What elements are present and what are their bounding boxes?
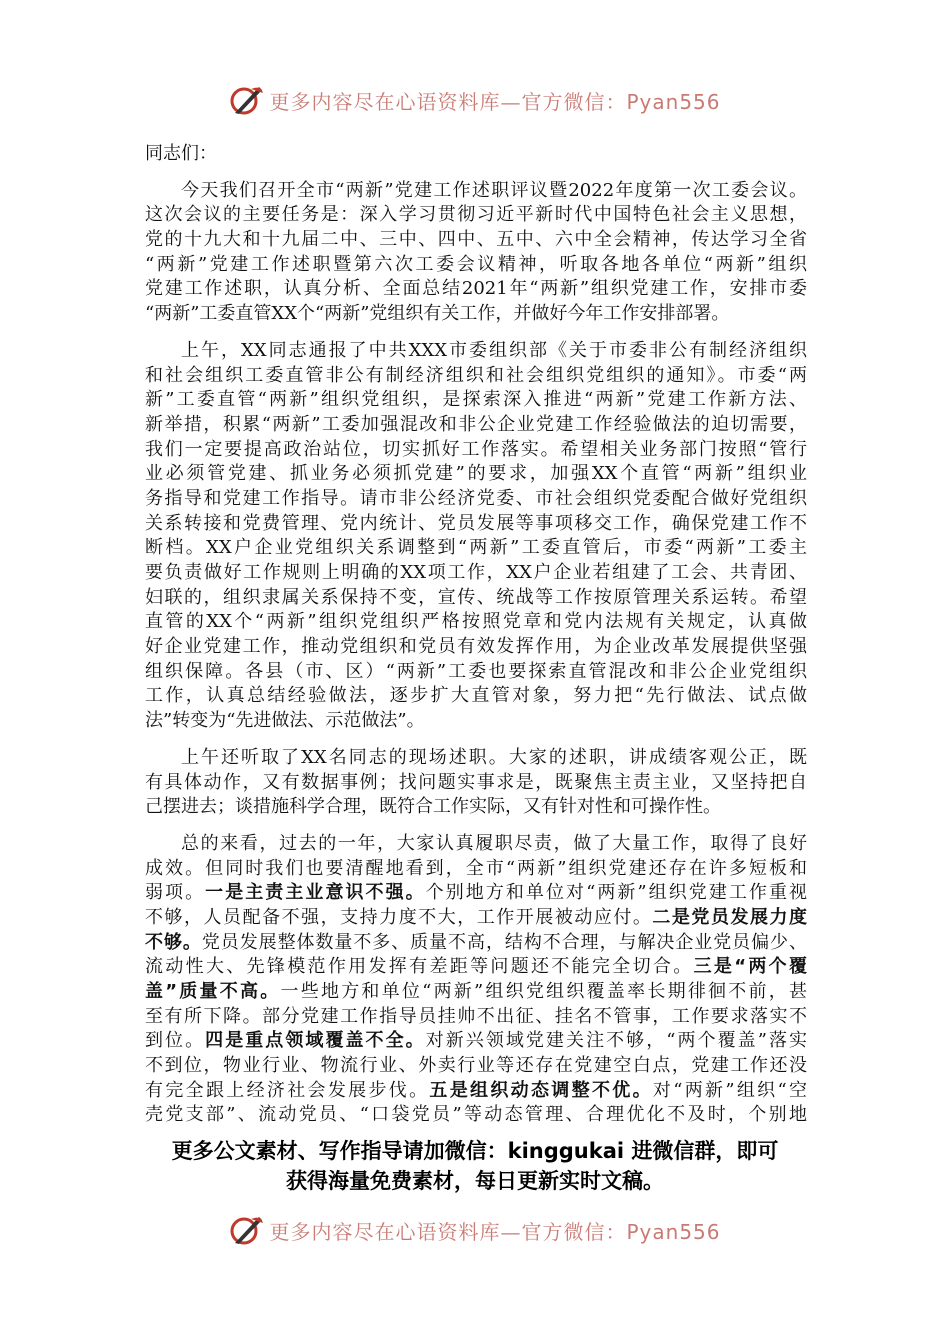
text-span: 到位。 — [145, 1030, 206, 1052]
footer-banner — [0, 1210, 950, 1250]
text-line — [145, 906, 807, 931]
footer-banner-handle: Pyan556 — [626, 1219, 721, 1244]
text-line: 成效。但同时我们也要清醒地看到，全市“两新”组织党建还存在许多短板和 — [145, 857, 807, 879]
footer-banner-text: 更多内容尽在心语资料库—官方微信：Pyan556 — [269, 1219, 721, 1244]
text-line: 党的十九大和十九届二中、三中、四中、五中、六中全会精神，传达学习全省 — [145, 229, 807, 251]
text-line: 我们一定要提高政治站位，切实抓好工作落实。希望相关业务部门按照“管行 — [145, 438, 807, 460]
text-line — [145, 980, 807, 1005]
salutation: 同志们： — [145, 143, 217, 164]
text-line: 要负责做好工作规则上明确的XX项工作，XX户企业若组建了工会、共青团、 — [145, 562, 807, 584]
text-line: 新”工委直管“两新”组织党组织，是探索深入推进“两新”党建工作新方法、 — [145, 389, 807, 411]
text-line: 总的来看，过去的一年，大家认真履职尽责，做了大量工作，取得了良好 — [181, 832, 807, 854]
text-span: 不够，人员配备不强，支持力度不大，工作开展被动应付。 — [145, 906, 653, 928]
text-line: 关系转接和党费管理、党内统计、党员发展等事项移交工作，确保党建工作不 — [145, 512, 807, 534]
text-span: 个别地方和单位对“两新”组织党建工作重视 — [425, 882, 808, 904]
text-line: 和社会组织工委直管非公有制经济组织和社会组织党组织的通知》。市委“两 — [145, 364, 807, 386]
text-line — [145, 931, 807, 956]
text-span: 流动性大、先锋模范作用发挥有差距等问题还不能完全切合。 — [145, 956, 694, 978]
text-line — [145, 955, 807, 980]
text-line: “两新”工委直管XX个“两新”党组织有关工作，并做好今年工作安排部署。 — [145, 303, 730, 325]
text-line: 壳党支部”、流动党员、“口袋党员”等动态管理、合理优化不及时，个别地 — [145, 1104, 807, 1126]
text-line: 组织保障。各县（市、区）“两新”工委也要探索直管混改和非公企业党组织 — [145, 660, 807, 682]
text-line: 己摆进去；谈措施科学合理，既符合工作实际，又有针对性和可操作性。 — [145, 796, 721, 818]
bold-point-5: 五是组织动态调整不优。 — [429, 1079, 653, 1101]
bold-point-2-end: 不够。 — [145, 931, 202, 953]
text-line — [145, 881, 807, 906]
header-banner-handle: Pyan556 — [626, 89, 721, 114]
text-line: 业必须管党建、抓业务必须抓党建”的要求，加强XX个直管“两新”组织业 — [145, 463, 807, 485]
text-line: 这次会议的主要任务是：深入学习贯彻习近平新时代中国特色社会主义思想， — [145, 204, 807, 226]
header-banner — [0, 80, 950, 120]
text-span: 对新兴领域党建关注不够，“两个覆盖”落实 — [425, 1030, 808, 1052]
text-line: 党建工作述职，认真分析、全面总结2021年“两新”组织党建工作，安排市委 — [145, 278, 807, 300]
text-line — [145, 1079, 807, 1104]
text-span: 党员发展整体数量不多、质量不高，结构不合理，与解决企业党员偏少、 — [201, 931, 808, 953]
text-span: 弱项。 — [145, 882, 206, 904]
text-line: 妇联的，组织隶属关系保持不变，宣传、统战等工作按原管理关系运转。希望 — [145, 586, 807, 608]
paragraph-2 — [145, 339, 807, 734]
text-line: 至有所下降。部分党建工作指导员挂帅不出征、挂名不管事，工作要求落实不 — [145, 1005, 807, 1027]
bold-point-3: 三是“两个覆 — [693, 956, 807, 978]
bold-point-2: 二是党员发展力度 — [652, 906, 808, 928]
text-line: 断档。XX户企业党组织关系调整到“两新”工委直管后，市委“两新”工委主 — [145, 537, 807, 559]
text-line — [145, 1029, 807, 1054]
text-line: 好企业党建工作，推动党组织和党员有效发挥作用，为企业改革发展提供坚强 — [145, 636, 807, 658]
paragraph-3 — [145, 746, 807, 820]
text-line: 新举措，积累“两新”工委加强混改和非公企业党建工作经验做法的迫切需要， — [145, 413, 807, 435]
text-line: 法”转变为“先进做法、示范做法”。 — [145, 710, 425, 732]
text-line: 直管的XX个“两新”组织党组织严格按照党章和党内法规有关规定，认真做 — [145, 611, 807, 633]
bold-point-3-end: 盖”质量不高。 — [145, 981, 281, 1003]
header-banner-text: 更多内容尽在心语资料库—官方微信：Pyan556 — [269, 89, 721, 114]
quill-logo-icon — [229, 83, 265, 117]
promo-line-1: 更多公文素材、写作指导请加微信：kinggukai 进微信群，即可 — [171, 1139, 779, 1163]
text-line: “两新”党建工作述职暨第六次工委会议精神，听取各地各单位“两新”组织 — [145, 253, 807, 275]
paragraph-4 — [145, 832, 807, 1128]
paragraph-1 — [145, 179, 807, 327]
text-line: 上午，XX同志通报了中共XXX市委组织部《关于市委非公有制经济组织 — [181, 339, 807, 361]
bold-point-1: 一是主责主业意识不强。 — [205, 882, 426, 904]
text-span: 有完全跟上经济社会发展步伐。 — [145, 1079, 430, 1101]
quill-logo-icon — [229, 1213, 265, 1247]
text-span: 一些地方和单位“两新”组织党组织覆盖率长期徘徊不前，甚 — [280, 981, 807, 1003]
document-body — [145, 142, 807, 1140]
text-line: 今天我们召开全市“两新”党建工作述职评议暨2022年度第一次工委会议。 — [181, 179, 807, 201]
bold-point-4: 四是重点领域覆盖不全。 — [205, 1030, 426, 1052]
text-line: 工作，认真总结经验做法，逐步扩大直管对象，努力把“先行做法、试点做 — [145, 685, 807, 707]
text-line: 有具体动作，又有数据事例；找问题实事求是，既聚焦主责主业，又坚持把自 — [145, 771, 807, 793]
text-line: 上午还听取了XX名同志的现场述职。大家的述职，讲成绩客观公正，既 — [181, 746, 807, 768]
promo-line-2: 获得海量免费素材，每日更新实时文稿。 — [286, 1169, 664, 1193]
promo-notice — [0, 1136, 950, 1196]
text-line: 务指导和党建工作指导。请市非公经济党委、市社会组织党委配合做好党组织 — [145, 487, 807, 509]
text-span: 对“两新”组织“空 — [652, 1079, 808, 1101]
text-line: 不到位，物业行业、物流行业、外卖行业等还存在党建空白点，党建工作还没 — [145, 1055, 807, 1077]
